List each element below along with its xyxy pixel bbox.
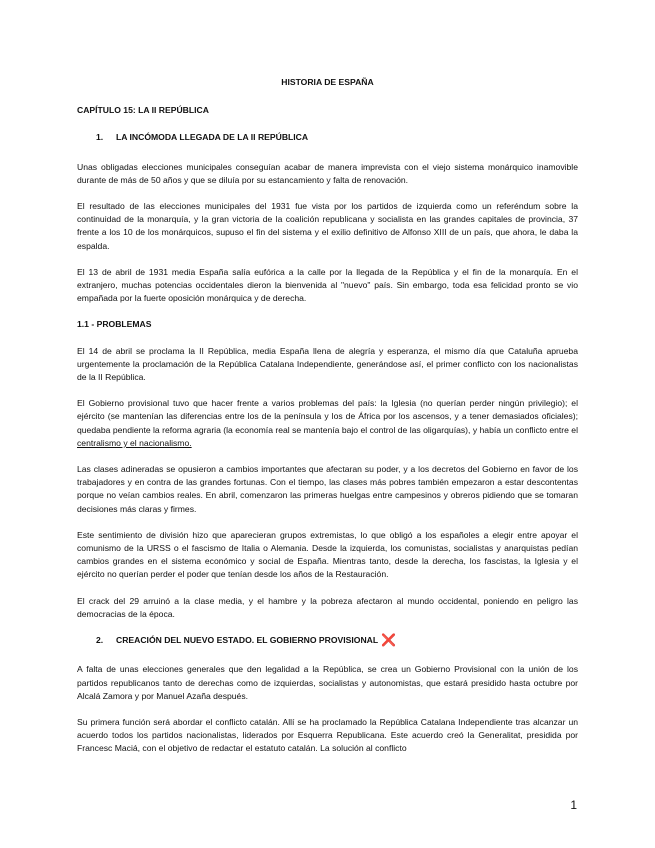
paragraph-5-text: El Gobierno provisional tuvo que hacer frente a varios problemas del país: la Iglesia (no querían perder ningún privilegio); el ejército (se mantenían las diferencias entre los de la península y los de África por los ascensos, y a tener demasiados oficiales); quedaba pendiente la reforma agraria (la economía real se mantenía bajo el control de las oligarquías), y había un conflicto entre el <box>77 398 578 435</box>
paragraph-8: El crack del 29 arruinó a la clase media, y el hambre y la pobreza afectaron al mundo occidental, poniendo en peligro las democracias de la época. <box>77 595 578 619</box>
section-2-heading <box>77 634 578 647</box>
page-number: 1 <box>570 797 577 812</box>
paragraph-4: El 14 de abril se proclama la II República, media España llena de alegría y esperanza, el mismo día que Cataluña aprueba urgentemente la proclamación de la República Catalana Independiente, generándose así, el primer conflicto con los nacionalistas de la II República. <box>77 345 578 383</box>
section-1-title: LA INCÓMODA LLEGADA DE LA II REPÚBLICA <box>116 132 309 143</box>
paragraph-5-underlined: centralismo y el nacionalismo. <box>77 437 192 448</box>
document-title: HISTORIA DE ESPAÑA <box>281 77 374 87</box>
section-1-heading <box>77 131 578 144</box>
paragraph-6: Las clases adineradas se opusieron a cambios importantes que afectaran su poder, y a los decretos del Gobierno en favor de los trabajadores y en contra de las grandes fortunas. Con el tiempo, las clases más pobres también empezaron a estar descontentas porque no veían cambios reales. En abril, comenzaron las primeras huelgas entre campesinos y obreros pidiendo que se tomaran decisiones más claras y firmes. <box>77 464 578 514</box>
section-2-number: 2. <box>96 635 104 646</box>
paragraph-3: El 13 de abril de 1931 media España salía eufórica a la calle por la llegada de la República y el fin de la monarquía. En el extranjero, muchas potencias occidentales dieron la bienvenida al "nuevo" país. Sin embargo, toda esa felicidad pronto se vio empañada por la fuerte oposición monárquica y de derecha. <box>77 266 578 304</box>
subsection-heading: 1.1 - PROBLEMAS <box>77 319 152 330</box>
cross-mark-icon: ❌ <box>381 633 397 648</box>
paragraph-1: Unas obligadas elecciones municipales conseguían acabar de manera imprevista con el viejo sistema monárquico inamovible durante de más de 50 años y que se diluía por su estancamiento y falta de renovación. <box>77 161 578 185</box>
paragraph-10: Su primera función será abordar el conflicto catalán. Allí se ha proclamado la República Catalana Independiente tras alcanzar un acuerdo todos los partidos nacionalistas, liderados por Esquerra Republicana. Este acuerdo creó la Generalitat, presidida por Francesc Maciá, con el objetivo de redactar el estatuto catalán. La solución al conflicto <box>77 716 578 754</box>
paragraph-9: A falta de unas elecciones generales que den legalidad a la República, se crea un Gobierno Provisional con la unión de los partidos republicanos tanto de derechas como de izquierdas, socialistas y autonomistas, que estará presidido hasta octubre por Alcalá Zamora y por Manuel Azaña después. <box>77 664 578 701</box>
document-body <box>77 76 578 769</box>
section-1-number: 1. <box>96 132 104 143</box>
paragraph-2: El resultado de las elecciones municipales del 1931 fue vista por los partidos de izquierda como un referéndum sobre la continuidad de la monarquía, y la gran victoria de la coalición republicana y socialista en las grandes capitales de provincia, 37 frente a los 10 de los monárquicos, supuso el fin del sistema y el exilio definitivo de Alfonso XIII de un país, que ahora, le daba la espalda. <box>77 201 578 251</box>
paragraph-5 <box>77 397 578 450</box>
section-2-title: CREACIÓN DEL NUEVO ESTADO. EL GOBIERNO PROVISIONAL <box>116 635 379 646</box>
paragraph-7: Este sentimiento de división hizo que aparecieran grupos extremistas, lo que obligó a los españoles a elegir entre apoyar el comunismo de la URSS o el fascismo de Italia o Alemania. Desde la izquierda, los comunistas, socialistas y anarquistas pedían cambios grandes en el sistema económico y social de España. Mientras tanto, desde la derecha, los fascistas, la Iglesia y el ejército no querían perder el poder que tenían desde los años de la Restauración. <box>77 529 578 580</box>
chapter-heading: CAPÍTULO 15: LA II REPÚBLICA <box>77 105 209 116</box>
